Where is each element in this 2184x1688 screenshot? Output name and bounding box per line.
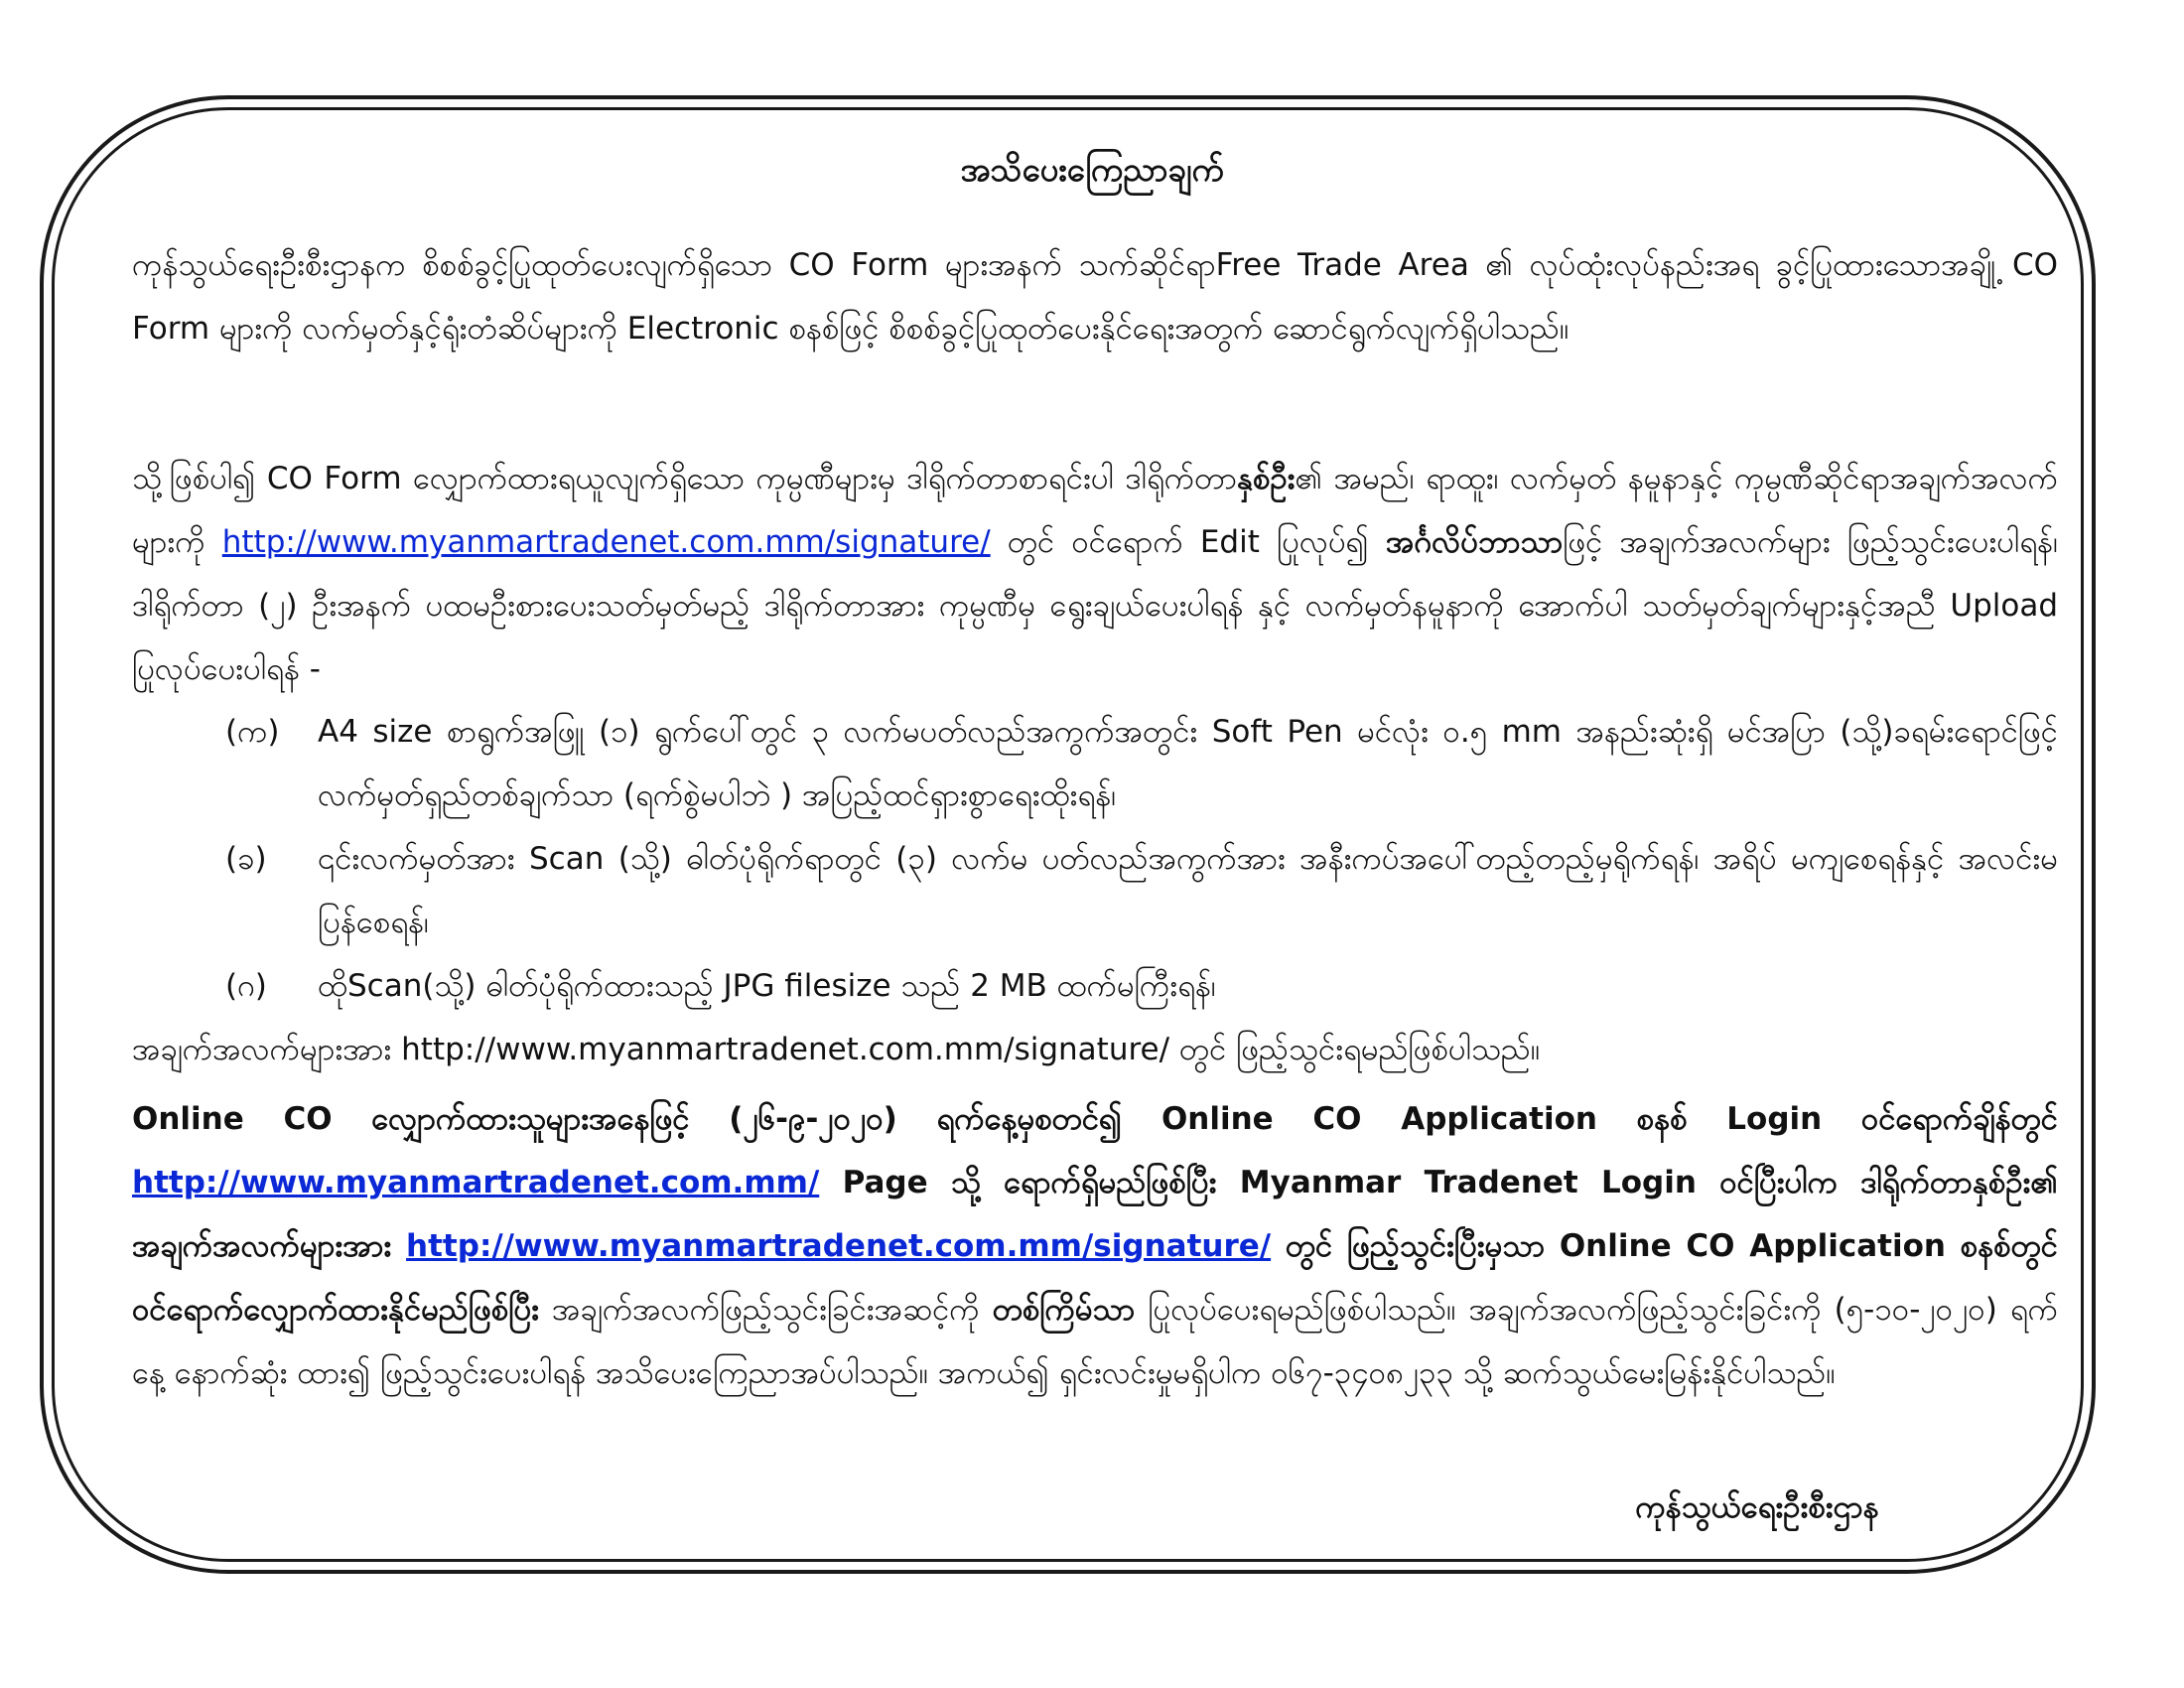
online-co-bold-once: တစ်ကြိမ်သာ [992, 1292, 1136, 1328]
signature-link-2[interactable]: http://www.myanmartradenet.com.mm/signature/ [406, 1228, 1272, 1264]
online-co-text-2: Page သို့ ရောက်ရှိမည်ဖြစ်ပြီး Myanmar Tradenet Login ဝင်ပြီးပါက ဒါရိုက်တာနှစ်ဦး၏ အချက်အလက်များအား [132, 1165, 2058, 1264]
info-url-paragraph: အချက်အလက်များအား http://www.myanmartradenet.com.mm/signature/ တွင် ဖြည့်သွင်းရမည်ဖြစ်ပါသည်။ [132, 1032, 1541, 1067]
tradenet-home-link[interactable]: http://www.myanmartradenet.com.mm/ [132, 1165, 820, 1200]
list-item-marker: (ခ) [225, 841, 267, 877]
online-co-text-4: အချက်အလက်ဖြည့်သွင်းခြင်းအဆင့်ကို [539, 1292, 993, 1328]
instructions-bold-english: အင်္ဂလိပ်ဘာသာ [1386, 524, 1564, 560]
list-item-text: ထိုScan(သို့) ဓါတ်ပုံရိုက်ထားသည့် JPG filesize သည် 2 MB ထက်မကြီးရန်၊ [318, 968, 1216, 1004]
online-co-text-5: ပြုလုပ်ပေးရမည်ဖြစ်ပါသည်။ အချက်အလက်ဖြည့်သွင်းခြင်းကို (၅-၁၀-၂၀၂၀) ရက်နေ့ နောက်ဆုံး ထား၍ ဖြည့်သွင်းပေးပါရန် အသိပေးကြေညာအပ်ပါသည်။ အကယ်၍ ရှင်းလင်းမှုမရှိပါက ၀၆၇-၃၄၀၈၂၃၃ သို့ ဆက်သွယ်မေးမြန်းနိုင်ပါသည်။ [132, 1292, 2058, 1391]
intro-paragraph: ကုန်သွယ်ရေးဦးစီးဌာနက စိစစ်ခွင့်ပြုထုတ်ပေးလျက်ရှိသော CO Form များအနက် သက်ဆိုင်ရာFree Trade Area ၏ လုပ်ထုံးလုပ်နည်းအရ ခွင့်ပြုထားသောအချို့ CO Form များကို လက်မှတ်နှင့်ရုံးတံဆိပ်များကို Electronic စနစ်ဖြင့် စိစစ်ခွင့်ပြုထုတ်ပေးနိုင်ရေးအတွက် ဆောင်ရွက်လျက်ရှိပါသည်။ [132, 247, 2058, 347]
online-co-paragraph [132, 1087, 2058, 1405]
list-item [225, 827, 2058, 954]
list-item [225, 954, 2058, 1018]
instructions-bold-two-directors: နှစ်ဦး [1237, 461, 1296, 496]
instructions-text-4: ဖြင့် အချက်အလက်များ ဖြည့်သွင်းပေးပါရန်၊ ဒါရိုက်တာ (၂) ဦးအနက် ပထမဦးစားပေးသတ်မှတ်မည့် ဒါရိုက်တာအား ကုမ္ပဏီမှ ရွေးချယ်ပေးပါရန် နှင့် လက်မှတ်နမူနာကို အောက်ပါ သတ်မှတ်ချက်များနှင့်အညီ Upload ပြုလုပ်ပေးပါရန် - [132, 524, 2058, 687]
notice-title: အသိပေးကြေညာချက် [960, 150, 1224, 189]
online-co-text-3: တွင် ဖြည့်သွင်းပြီးမှသာ Online CO Application စနစ်တွင် ဝင်ရောက်လျှောက်ထားနိုင်မည်ဖြစ်ပြီး [132, 1228, 2058, 1328]
list-item-marker: (က) [225, 714, 280, 750]
list-item-text: A4 size စာရွက်အဖြူ (၁) ရွက်ပေါ်တွင် ၃ လက်မပတ်လည်အကွက်အတွင်း Soft Pen မင်လုံး ၀.၅ mm အနည်းဆုံးရှိ မင်အပြာ (သို့)ခရမ်းရောင်ဖြင့် လက်မှတ်ရှည်တစ်ချက်သာ (ရက်စွဲမပါဘဲ ) အပြည့်ထင်ရှားစွာရေးထိုးရန်၊ [318, 714, 2058, 813]
list-item [225, 700, 2058, 827]
instructions-text-2: ၏ အမည်၊ ရာထူး၊ လက်မှတ် နမူနာနှင့် ကုမ္ပဏီဆိုင်ရာအချက်အလက်များကို [132, 461, 2058, 560]
list-item-text: ၎င်းလက်မှတ်အား Scan (သို့) ဓါတ်ပုံရိုက်ရာတွင် (၃) လက်မ ပတ်လည်အကွက်အား အနီးကပ်အပေါ်တည့်တည့်မှရိုက်ရန်၊ အရိပ် မကျစေရန်နှင့် အလင်းမပြန်စေရန်၊ [318, 841, 2058, 940]
instructions-paragraph [132, 447, 2058, 701]
list-item-marker: (ဂ) [225, 968, 267, 1004]
online-co-text-1: Online CO လျှောက်ထားသူများအနေဖြင့် (၂၆-၉-၂၀၂၀) ရက်နေ့မှစတင်၍ Online CO Application စနစ် Login ဝင်ရောက်ချိန်တွင် [132, 1101, 2058, 1137]
instructions-text-3: တွင် ဝင်ရောက် Edit ပြုလုပ်၍ [990, 524, 1387, 560]
signature-link[interactable]: http://www.myanmartradenet.com.mm/signature/ [221, 524, 991, 560]
department-signature: ကုန်သွယ်ရေးဦးစီးဌာန [1635, 1489, 1879, 1525]
instructions-text-1: သို့ဖြစ်ပါ၍ CO Form လျှောက်ထားရယူလျက်ရှိသော ကုမ္ပဏီများမှ ဒါရိုက်တာစာရင်းပါ ဒါရိုက်တာ [132, 461, 1238, 496]
